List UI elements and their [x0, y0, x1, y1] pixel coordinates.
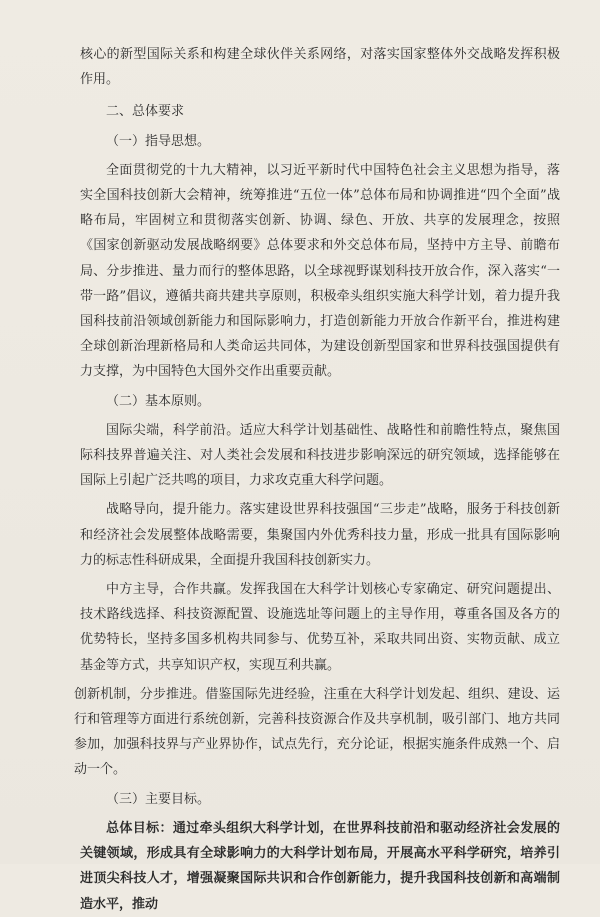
principle-paragraph-china-led: 中方主导，合作共赢。发挥我国在大科学计划核心专家确定、研究问题提出、技术路线选择、科技资源配置、设施选址等问题上的主导作用，尊重各国及各方的优势特长，坚持多国多机构共同参与、优势互补，采取共同出资、实物贡献、成立基金等方式，共享知识产权，实现互利共赢。: [80, 582, 560, 673]
principle-paragraph-frontier: 国际尖端，科学前沿。适应大科学计划基础性、战略性和前瞻性特点，聚焦国际科技界普遍关注、对人类社会发展和科技进步影响深远的研究领域，选择能够在国际上引起广泛共鸣的项目，力求攻克重大科学问题。: [80, 422, 560, 489]
intro-paragraph: 核心的新型国际关系和构建全球伙伴关系网络，对落实国家整体外交战略发挥积极作用。: [80, 47, 560, 88]
main-goals-paragraph: 总体目标：通过牵头组织大科学计划，在世界科技前沿和驱动经济社会发展的关键领域，形成具有全球影响力的大科学计划布局，开展高水平科学研究，培养引进顶尖科技人才，增强凝聚国际共识和合作创新能力，提升我国科技创新和高端制造水平，推动: [80, 820, 560, 912]
subheading-main-goals: （三）主要目标。: [106, 791, 211, 807]
guiding-ideology-paragraph: 全面贯彻党的十九大精神，以习近平新时代中国特色社会主义思想为指导，落实全国科技创新大会精神，统筹推进“五位一体”总体布局和协调推进“四个全面”战略布局，牢固树立和贯彻落实创新、协调、绿色、开放、共享的发展理念，按照《国家创新驱动发展战略纲要》总体要求和外交总体布局，坚持中方主导、前瞻布局、分步推进、量力而行的整体思路，以全球视野谋划科技开放合作，深入落实“一带一路”倡议，遵循共商共建共享原则，积极牵头组织实施大科学计划，着力提升我国科技前沿领域创新能力和国际影响力，打造创新能力开放合作新平台，推进构建全球创新治理新格局和人类命运共同体，为建设创新型国家和世界科技强国提供有力支撑，为中国特色大国外交作出重要贡献。: [80, 162, 560, 380]
principle-paragraph-strategy: 战略导向，提升能力。落实建设世界科技强国“三步走”战略，服务于科技创新和经济社会发展整体战略需要，集聚国内外优秀科技力量，形成一批具有国际影响力的标志性科研成果，全面提升我国科技创新实力。: [80, 502, 560, 568]
subheading-guiding-ideology: （一）指导思想。: [106, 133, 211, 149]
subheading-basic-principles: （二）基本原则。: [106, 393, 211, 409]
section-heading-overall-requirements: 二、总体要求: [106, 104, 185, 120]
principle-paragraph-innovation: 创新机制，分步推进。借鉴国际先进经验，注重在大科学计划发起、组织、建设、运行和管理等方面进行系统创新，完善科技资源合作及共享机制，吸引部门、地方共同参加，加强科技界与产业界协作，试点先行，充分论证，根据实施条件成熟一个、启动一个。: [74, 686, 560, 778]
